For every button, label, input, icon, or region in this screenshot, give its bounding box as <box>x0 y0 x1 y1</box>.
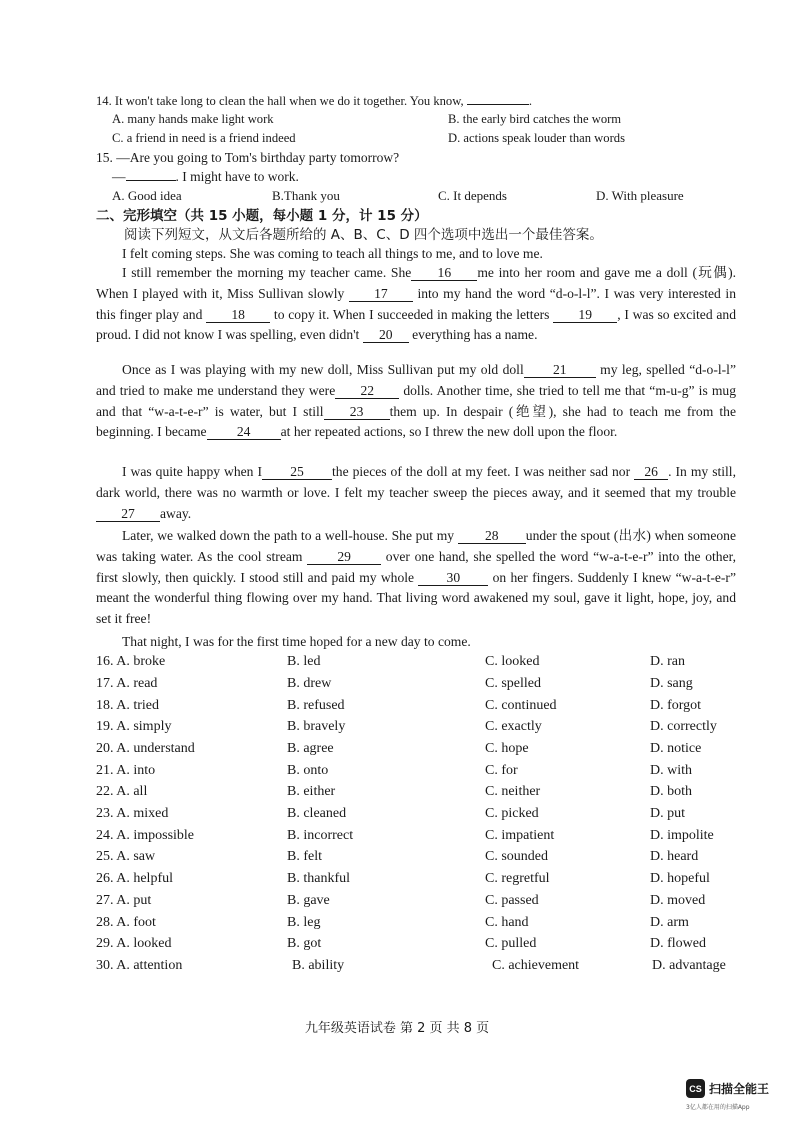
option-d: D. impolite <box>650 828 714 843</box>
option-b: B. agree <box>287 741 334 756</box>
option-b: B. bravely <box>287 719 346 734</box>
page-footer: 九年级英语试卷 第 2 页 共 8 页 <box>304 1021 490 1036</box>
option-d: D. correctly <box>650 719 717 734</box>
option-c: C. spelled <box>485 676 541 691</box>
option-c: C. achievement <box>492 958 580 973</box>
option-a: 18. A. tried <box>96 698 159 713</box>
scanner-app-tagline: 3亿人都在用的扫描App <box>686 1104 750 1111</box>
section-instruction: 阅读下列短文，从文后各题所给的 A、B、C、D 四个选项中选出一个最佳答案。 <box>124 227 603 243</box>
option-a: 24. A. impossible <box>96 828 195 843</box>
option-b: B. either <box>287 784 336 799</box>
option-c: C. exactly <box>485 719 542 734</box>
option-c: C. passed <box>485 893 539 908</box>
question-15-reply: — . I might have to work. <box>112 169 299 184</box>
option-a: 16. A. broke <box>96 654 166 669</box>
option-c: C. neither <box>485 784 541 799</box>
option-b: B. leg <box>287 915 321 930</box>
option-c: C. impatient <box>485 828 555 843</box>
option-a: 17. A. read <box>96 676 158 691</box>
option-a: 30. A. attention <box>96 958 183 973</box>
question-15-blank <box>126 180 176 181</box>
passage-paragraph-4: I was quite happy when I 25 the pieces of the doll at my feet. I was neither sad nor 26 . In my still, dark world, there was no warmth or love. I felt my teacher sweep the pieces away, and it seemed that my trouble 27 away. <box>96 464 736 521</box>
question-15-option-b: B.Thank you <box>272 188 340 203</box>
blank-19: 19 <box>553 307 617 323</box>
options-row-28 <box>96 912 756 933</box>
camscanner-logo-icon: CS <box>686 1079 705 1098</box>
option-c: C. regretful <box>485 871 550 886</box>
option-b: B. led <box>287 654 321 669</box>
option-d: D. both <box>650 784 692 799</box>
option-d: D. heard <box>650 849 699 864</box>
option-a: 29. A. looked <box>96 936 172 951</box>
question-15-stem: 15. —Are you going to Tom's birthday party tomorrow? <box>96 150 400 165</box>
passage-paragraph-6: That night, I was for the first time hoped for a new day to come. <box>122 634 471 649</box>
blank-22: 22 <box>335 383 399 399</box>
options-row-26 <box>96 868 756 889</box>
option-c: C. sounded <box>485 849 548 864</box>
question-14-stem: 14. It won't take long to clean the hall when we do it together. You know, . <box>96 94 532 108</box>
option-b: B. thankful <box>287 871 350 886</box>
option-d: D. hopeful <box>650 871 710 886</box>
question-14-blank <box>467 104 529 105</box>
blank-18: 18 <box>206 307 270 323</box>
option-a: 23. A. mixed <box>96 806 169 821</box>
options-row-25 <box>96 846 756 867</box>
option-b: B. felt <box>287 849 322 864</box>
scanner-app-name: 扫描全能王 <box>709 1082 770 1096</box>
blank-16: 16 <box>411 265 477 281</box>
question-15-option-c: C. It depends <box>438 188 507 203</box>
blank-29: 29 <box>307 549 381 565</box>
option-d: D. forgot <box>650 698 702 713</box>
passage-paragraph-1: I felt coming steps. She was coming to teach all things to me, and to love me. <box>122 246 543 261</box>
option-b: B. got <box>287 936 322 951</box>
blank-23: 23 <box>324 404 390 420</box>
option-c: C. looked <box>485 654 540 669</box>
option-d: D. advantage <box>652 958 726 973</box>
blank-21: 21 <box>524 362 596 378</box>
question-15-option-d: D. With pleasure <box>596 188 684 203</box>
options-row-19 <box>96 716 756 737</box>
option-d: D. moved <box>650 893 706 908</box>
option-a: 19. A. simply <box>96 719 172 734</box>
option-b: B. onto <box>287 763 329 778</box>
scanner-watermark <box>686 1079 769 1098</box>
option-d: D. ran <box>650 654 685 669</box>
option-b: B. incorrect <box>287 828 354 843</box>
option-a: 22. A. all <box>96 784 148 799</box>
question-14-option-a: A. many hands make light work <box>112 112 274 126</box>
options-row-23 <box>96 803 756 824</box>
option-a: 20. A. understand <box>96 741 195 756</box>
option-d: D. put <box>650 806 685 821</box>
options-row-17 <box>96 673 756 694</box>
options-row-29 <box>96 933 756 954</box>
option-d: D. arm <box>650 915 689 930</box>
option-b: B. ability <box>292 958 345 973</box>
option-d: D. sang <box>650 676 693 691</box>
option-d: D. notice <box>650 741 702 756</box>
options-row-22 <box>96 781 756 802</box>
option-c: C. hope <box>485 741 529 756</box>
option-a: 21. A. into <box>96 763 156 778</box>
option-b: B. drew <box>287 676 332 691</box>
option-d: D. with <box>650 763 692 778</box>
blank-28: 28 <box>458 528 526 544</box>
options-row-18 <box>96 695 756 716</box>
blank-20: 20 <box>363 327 409 343</box>
option-b: B. refused <box>287 698 345 713</box>
question-14-option-d: D. actions speak louder than words <box>448 131 625 145</box>
option-c: C. hand <box>485 915 529 930</box>
passage-paragraph-3: Once as I was playing with my new doll, Miss Sullivan put my old doll 21 my leg, spelled “d-o-l-l” and tried to make me understand they were 22 dolls. Another time, she tried to tell me that “m-u-g” is mug and that “w-a-t-e-r” is water, but I still 23 them up. In despair (绝望), she had to teach me from the beginning. I became 24 at her repeated actions, so I threw the new doll upon the floor. <box>96 362 736 440</box>
passage-paragraph-5: Later, we walked down the path to a well-house. She put my 28 under the spout (出水) when someone was taking water. As the cool stream 29 over one hand, she spelled the word “w-a-t-e-r” into the other, first slowly, then quickly. I stood still and paid my whole 30 on her fingers. Suddenly I knew “w-a-t-e-r” meant the wonderful thing flowing over my hand. That living word awakened my soul, gave it light, hope, joy, and set it free! <box>96 528 737 627</box>
options-row-24 <box>96 825 756 846</box>
option-d: D. flowed <box>650 936 706 951</box>
blank-17: 17 <box>349 286 413 302</box>
options-row-16 <box>96 651 756 672</box>
option-b: B. cleaned <box>287 806 347 821</box>
option-a: 26. A. helpful <box>96 871 173 886</box>
blank-27: 27 <box>96 506 160 522</box>
blank-24: 24 <box>207 424 281 440</box>
passage-paragraph-2: I still remember the morning my teacher came. She 16 me into her room and gave me a doll (玩偶). When I played with it, Miss Sullivan slowly 17 into my hand the word “d-o-l-l”. I was very interested in this finger play and 18 to copy it. When I succeeded in making the letters 19 , I was so excited and proud. I did not know I was spelling, even didn't 20 everything has a name. <box>96 265 736 343</box>
question-14-option-b: B. the early bird catches the worm <box>448 112 622 126</box>
blank-26: 26 <box>634 464 668 480</box>
option-c: C. picked <box>485 806 539 821</box>
option-a: 25. A. saw <box>96 849 156 864</box>
section-title: 二、完形填空（共 15 小题，每小题 1 分，计 15 分） <box>96 208 428 224</box>
option-c: C. pulled <box>485 936 537 951</box>
option-b: B. gave <box>287 893 330 908</box>
option-a: 28. A. foot <box>96 915 156 930</box>
options-row-30 <box>96 955 756 976</box>
option-c: C. continued <box>485 698 557 713</box>
options-row-21 <box>96 760 756 781</box>
question-14-option-c: C. a friend in need is a friend indeed <box>112 131 296 145</box>
options-row-20 <box>96 738 756 759</box>
question-15-option-a: A. Good idea <box>112 188 182 203</box>
option-a: 27. A. put <box>96 893 152 908</box>
options-row-27 <box>96 890 756 911</box>
option-c: C. for <box>485 763 518 778</box>
blank-25: 25 <box>262 464 332 480</box>
blank-30: 30 <box>418 570 488 586</box>
